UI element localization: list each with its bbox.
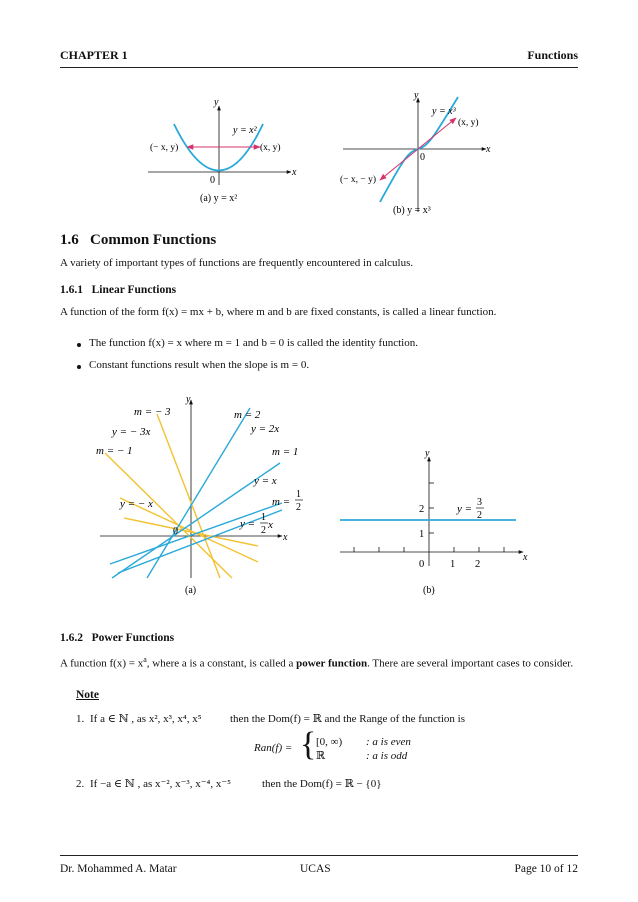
x-axis-label: x — [486, 144, 491, 155]
note-item-2-then: then the Dom(f) = ℝ − {0} — [262, 778, 382, 790]
point-right-label: (x, y) — [458, 118, 479, 128]
subsection-linear-heading — [60, 284, 176, 296]
label-m-neg1: m = − 1 — [96, 445, 133, 457]
x-axis-label: x — [283, 532, 288, 543]
bullet-dot — [77, 343, 81, 347]
y-tick-1: 1 — [419, 529, 425, 540]
range-case-2-value: ℝ — [316, 750, 326, 762]
note-item-1-condition: If a ∈ ℕ , as x², x³, x⁴, x⁵ — [90, 713, 202, 725]
power-definition: A function $f(x) = x^a$, where a is a constant, is called a power function. There are several important cases to consider. — [60, 655, 574, 670]
label-const-num: 3 — [477, 497, 482, 508]
bullet-identity: The function f(x) = x where m = 1 and b = 0 is called the identity function. — [89, 337, 418, 349]
x-tick-2: 2 — [475, 559, 481, 570]
origin-label: 0 — [419, 559, 425, 570]
odd-symmetry-arrow — [418, 118, 456, 149]
figure-slopes — [96, 394, 303, 596]
label-m-neg3: m = − 3 — [134, 406, 171, 418]
bullet-constant: Constant functions result when the slope is m = 0. — [89, 359, 310, 371]
line-m-half — [110, 503, 282, 564]
note-title: Note — [76, 689, 99, 701]
caption-a: (a) — [185, 585, 197, 596]
x-axis-label: x — [523, 552, 528, 563]
y-axis-label: y — [414, 90, 419, 101]
footer-page: Page 10 of 12 — [514, 863, 578, 875]
y-axis-label: y — [186, 394, 191, 405]
footer-institution: UCAS — [300, 863, 331, 875]
subsection-title: Power Functions — [91, 632, 175, 644]
subsection-power-heading — [60, 632, 174, 644]
note-item-2-condition: If −a ∈ ℕ , as x⁻², x⁻³, x⁻⁴, x⁻⁵ — [90, 778, 232, 790]
label-y-half-xvar: x — [268, 519, 273, 531]
subsection-title: Linear Functions — [91, 284, 177, 296]
label-m-2: m = 2 — [234, 409, 261, 421]
caption-b: (b) — [423, 585, 435, 596]
subsection-number: 1.6.2 — [60, 632, 83, 644]
label-y-half-x: y = — [240, 518, 256, 530]
label-y-negx: y = − x — [120, 498, 153, 510]
range-case-1-value: [0, ∞) — [316, 736, 343, 748]
graph-x-cubed — [340, 90, 491, 216]
curve-label: y = x² — [233, 125, 257, 136]
topic-header: Functions — [527, 48, 578, 62]
x-axis-label: x — [292, 167, 297, 178]
label-m-half: m = — [272, 496, 291, 508]
range-case-2-cond: : a is odd — [366, 750, 408, 762]
caption-b: (b) y = x³ — [393, 205, 431, 216]
line-m-neg3 — [157, 414, 220, 578]
header-rule — [60, 67, 578, 68]
subsection-number: 1.6.1 — [60, 284, 83, 296]
y-tick-2: 2 — [419, 504, 425, 515]
origin-label: 0 — [210, 175, 215, 186]
label-m-half-den: 2 — [296, 502, 301, 513]
note-item-2-number: 2. — [76, 778, 85, 790]
section-number: 1.6 — [60, 232, 79, 248]
curve-label: y = x³ — [432, 106, 456, 117]
range-brace: { — [300, 726, 317, 763]
label-y-2x: y = 2x — [251, 423, 280, 435]
caption-a: (a) y = x² — [200, 193, 238, 204]
note-item-1-number: 1. — [76, 713, 85, 725]
label-y-half-num: 1 — [261, 512, 266, 523]
linear-definition: A function of the form f(x) = mx + b, where m and b are fixed constants, is called a linear function. — [60, 306, 497, 318]
origin-label: 0 — [173, 526, 178, 537]
linear-figures — [0, 390, 638, 605]
label-m-1: m = 1 — [272, 446, 299, 458]
label-y-x: y = x — [254, 475, 277, 487]
line-m-2 — [147, 408, 250, 578]
top-figures — [0, 80, 638, 220]
footer-rule — [60, 855, 578, 856]
point-right-label: (x, y) — [260, 143, 281, 153]
range-label: Ran(f) = — [254, 742, 293, 754]
label-y-const: y = — [457, 503, 473, 515]
origin-label: 0 — [420, 152, 425, 163]
label-y-half-den: 2 — [261, 525, 266, 536]
graph-x-squared — [148, 97, 297, 204]
y-axis-label: y — [425, 448, 430, 459]
section-intro: A variety of important types of functions are frequently encountered in calculus. — [60, 257, 414, 269]
label-m-half-num: 1 — [296, 489, 301, 500]
x-tick-1: 1 — [450, 559, 456, 570]
bullet-dot — [77, 365, 81, 369]
label-const-den: 2 — [477, 510, 482, 521]
section-title: Common Functions — [90, 232, 217, 248]
label-y-neg3x: y = − 3x — [112, 426, 151, 438]
section-heading — [60, 232, 216, 249]
note-item-1-then: then the Dom(f) = ℝ and the Range of the function is — [230, 713, 465, 725]
point-left-label: (− x, − y) — [340, 175, 377, 185]
footer-author: Dr. Mohammed A. Matar — [60, 863, 177, 875]
y-axis-label: y — [214, 97, 219, 108]
figure-constant — [340, 448, 528, 596]
point-left-label: (− x, y) — [150, 143, 179, 153]
chapter-header: CHAPTER 1 — [60, 48, 128, 62]
range-case-1-cond: : a is even — [366, 736, 411, 748]
